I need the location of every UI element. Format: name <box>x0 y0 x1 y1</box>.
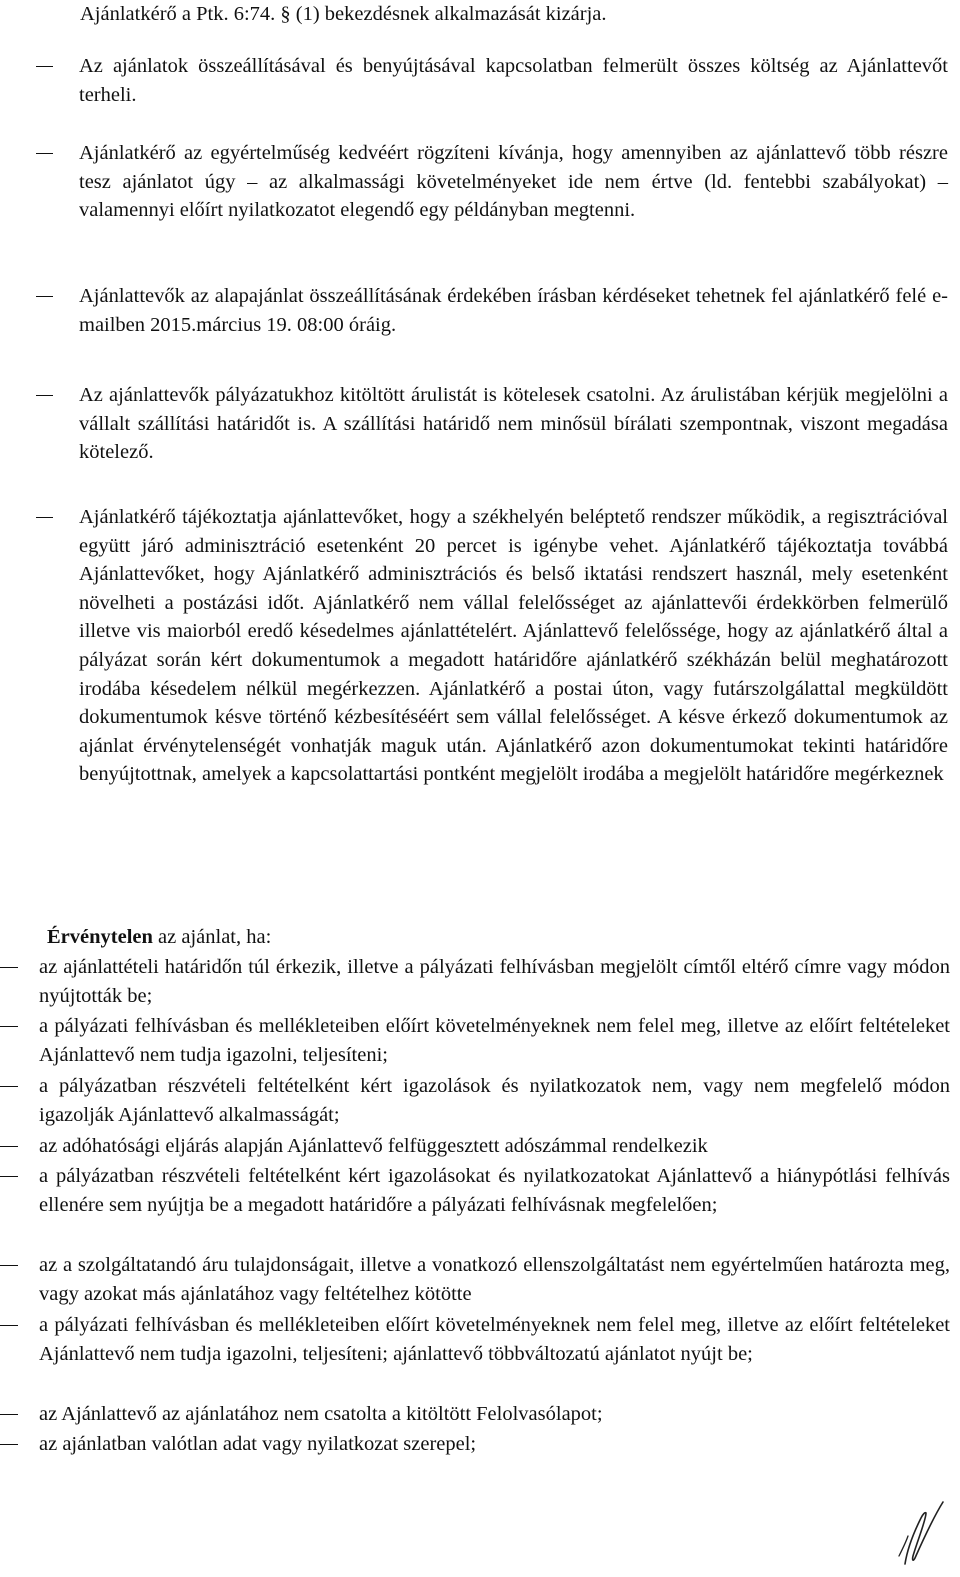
dash-bullet-icon <box>0 1176 18 1177</box>
list-item <box>0 503 960 789</box>
list-item <box>0 381 960 467</box>
list-item <box>0 139 960 225</box>
invalid-heading-bold: Érvénytelen <box>47 926 153 948</box>
dash-bullet-icon <box>36 153 53 154</box>
dash-bullet-icon <box>36 395 53 396</box>
dash-bullet-icon <box>0 1325 18 1326</box>
dash-bullet-icon <box>0 1444 18 1445</box>
list-item-text: Ajánlatkérő tájékoztatja ajánlattevőket, hogy a székhelyén beléptető rendszer működik, a regisztrációval együtt járó adminisztráció esetenként 20 percet is igénybe vehet. Ajánlatkérő tájékoztatja továbbá Ajánlattevőket, hogy Ajánlatkérő adminisztrációs és belső iktatási rendszert használ, mely esetenként növelheti a postázási időt. Ajánlatkérő nem vállal felelősséget az ajánlattevői érdekkörben felmerülő illetve vis maiorból eredő késedelmes ajánlattételért. Ajánlattevő felelőssége, hogy az ajánlatkérő által a pályázat során kért dokumentumok a megadott határidőre ajánlatkérő székházán belül meghatározott irodába késedelem nélkül megérkezzen. Ajánlatkérő a postai úton, vagy futárszolgálattal megküldött dokumentumok késve történő kézbesítéséért sem vállal felelősséget. A késve érkező dokumentumok az ajánlat érvénytelenségét vonhatják maguk után. Ajánlatkérő azon dokumentumokat tekinti határidőre benyújtottnak, amelyek a kapcsolattartási pontként megjelölt irodába a megjelölt határidőre megérkeznek <box>79 506 948 786</box>
dash-bullet-icon <box>36 517 53 518</box>
invalid-condition-text: az ajánlattételi határidőn túl érkezik, illetve a pályázati felhívásban megjelölt címtől eltérő címre vagy módon nyújtották be; <box>39 956 950 1007</box>
invalid-conditions-heading <box>47 923 271 952</box>
invalid-condition-text: az ajánlatban valótlan adat vagy nyilatkozat szerepel; <box>39 1433 477 1455</box>
list-item-text: Ajánlatkérő az egyértelműség kedvéért rögzíteni kívánja, hogy amennyiben az ajánlattevő több részre tesz ajánlatot úgy – az alkalmassági követelményeket ide nem értve (ld. fentebbi szabályokat) – valamennyi előírt nyilatkozatot elegendő egy példányban megtenni. <box>79 142 948 222</box>
ptk-exclusion-line: Ajánlatkérő a Ptk. 6:74. § (1) bekezdésnek alkalmazását kizárja. <box>80 3 607 25</box>
invalid-condition-item <box>0 1400 960 1429</box>
invalid-condition-item <box>0 1311 960 1368</box>
list-item <box>0 52 960 109</box>
invalid-condition-text: az a szolgáltatandó áru tulajdonságait, illetve a vonatkozó ellenszolgáltatást nem egyértelműen határozta meg, vagy azokat más ajánlatához vagy feltételhez kötötte <box>39 1254 950 1305</box>
invalid-condition-item <box>0 1430 960 1459</box>
invalid-condition-item <box>0 1162 960 1219</box>
invalid-condition-item <box>0 1132 960 1161</box>
invalid-condition-item <box>0 1072 960 1129</box>
list-item-text: Az ajánlattevők pályázatukhoz kitöltött árulistát is kötelesek csatolni. Az árulistában kérjük megjelölni a vállalt szállítási határidőt is. A szállítási határidő nem minősül bírálati szempontnak, viszont megadása kötelező. <box>79 384 948 464</box>
dash-bullet-icon <box>0 967 18 968</box>
invalid-condition-item <box>0 1012 960 1069</box>
invalid-condition-item <box>0 953 960 1010</box>
dash-bullet-icon <box>36 296 53 297</box>
signature-initials-icon <box>895 1496 947 1568</box>
invalid-condition-text: a pályázati felhívásban és mellékleteiben előírt követelményeknek nem felel meg, illetve az előírt feltételeket Ajánlattevő nem tudja igazolni, teljesíteni; <box>39 1015 950 1066</box>
list-item-text: Ajánlattevők az alapajánlat összeállításának érdekében írásban kérdéseket tehetnek fel ajánlatkérő felé e-mailben 2015.március 19. 08:00 óráig. <box>79 285 948 336</box>
invalid-condition-text: a pályázatban részvételi feltételként kért igazolásokat és nyilatkozatokat Ajánlattevő a hiánypótlási felhívás ellenére sem nyújtja be a megadott határidőre a pályázati felhívásnak megfelelően; <box>39 1165 950 1216</box>
list-item-text: Az ajánlatok összeállításával és benyújtásával kapcsolatban felmerült összes költség az Ajánlattevőt terheli. <box>79 55 948 106</box>
invalid-condition-text: az Ajánlattevő az ajánlatához nem csatolta a kitöltött Felolvasólapot; <box>39 1403 603 1425</box>
invalid-condition-text: a pályázati felhívásban és mellékleteiben előírt követelményeknek nem felel meg, illetve az előírt feltételeket Ajánlattevő nem tudja igazolni, teljesíteni; ajánlattevő többváltozatú ajánlatot nyújt be; <box>39 1314 950 1365</box>
dash-bullet-icon <box>0 1146 18 1147</box>
dash-bullet-icon <box>0 1026 18 1027</box>
invalid-condition-text: az adóhatósági eljárás alapján Ajánlattevő felfüggesztett adószámmal rendelkezik <box>39 1135 708 1157</box>
dash-bullet-icon <box>0 1086 18 1087</box>
list-item <box>0 282 960 339</box>
dash-bullet-icon <box>0 1265 18 1266</box>
invalid-condition-text: a pályázatban részvételi feltételként kért igazolások és nyilatkozatok nem, vagy nem megfelelő módon igazolják Ajánlattevő alkalmasságát; <box>39 1075 950 1126</box>
invalid-condition-item <box>0 1251 960 1308</box>
dash-bullet-icon <box>36 66 53 67</box>
invalid-heading-rest: az ajánlat, ha: <box>152 926 272 948</box>
dash-bullet-icon <box>0 1414 18 1415</box>
